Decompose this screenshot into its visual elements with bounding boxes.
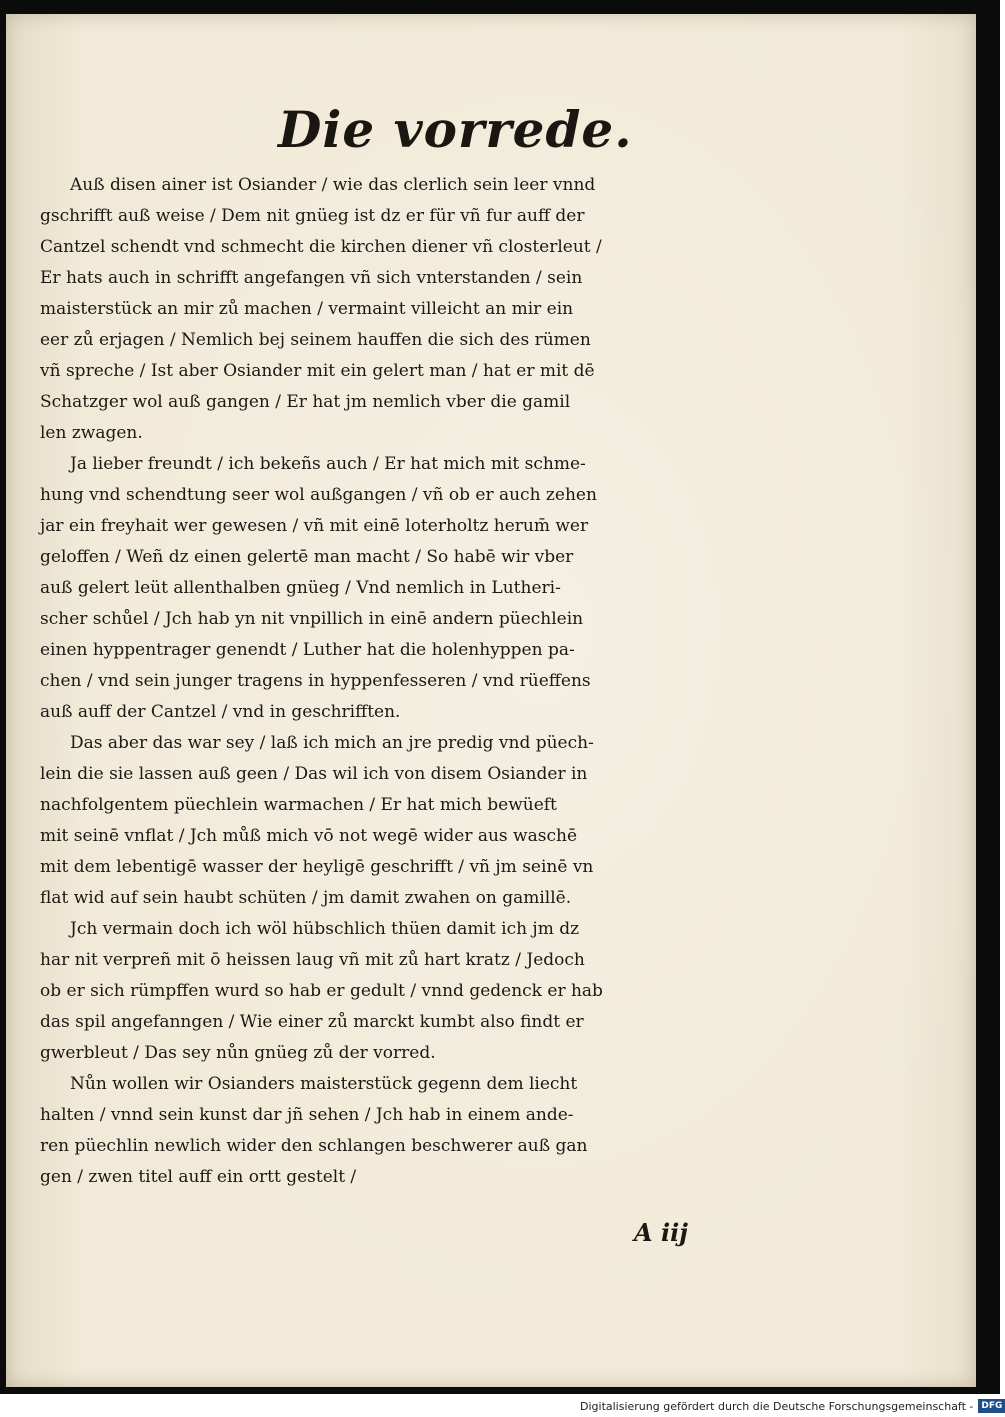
- page-body: [40, 170, 792, 1193]
- paragraph: [40, 728, 792, 914]
- text-line: ob er sich rümpffen wurd so hab er gedult / vnnd gedenck er hab: [40, 981, 603, 1001]
- text-line: auß gelert leüt allenthalben gnüeg / Vnd nemlich in Lutheri-: [40, 578, 561, 598]
- page-title: Die vorrede.: [278, 100, 633, 159]
- text-line: flat wid auf sein haubt schüten / jm damit zwahen on gamillē.: [40, 888, 572, 908]
- text-line: mit dem lebentigē wasser der heyligē geschrifft / vñ jm seinē vn: [40, 857, 594, 877]
- text-line: einen hyppentrager genendt / Luther hat die holenhyppen pa-: [40, 640, 575, 660]
- text-line: mit seinē vnflat / Jch můß mich vō not wegē wider aus waschē: [40, 826, 578, 846]
- text-line: hung vnd schendtung seer wol außgangen / vñ ob er auch zehen: [40, 485, 597, 505]
- text-line: jar ein freyhait wer gewesen / vñ mit einē loterholtz herum̄ wer: [40, 516, 589, 536]
- text-line: maisterstück an mir zů machen / vermaint villeicht an mir ein: [40, 299, 574, 319]
- text-line: lein die sie lassen auß geen / Das wil ich von disem Osiander in: [40, 764, 588, 784]
- text-line: gschrifft auß weise / Dem nit gnüeg ist dz er für vñ fur auff der: [40, 206, 585, 226]
- book-page: [6, 14, 976, 1387]
- text-line: vñ spreche / Ist aber Osiander mit ein gelert man / hat er mit dē: [40, 361, 595, 381]
- text-line: nachfolgentem püechlein warmachen / Er hat mich bewüeft: [40, 795, 557, 815]
- signature-mark: A iij: [634, 1218, 688, 1247]
- text-line: gwerbleut / Das sey nůn gnüeg zů der vorred.: [40, 1043, 436, 1063]
- text-line: Er hats auch in schrifft angefangen vñ sich vnterstanden / sein: [40, 268, 583, 288]
- text-line: Jch vermain doch ich wöl hübschlich thüen damit ich jm dz: [70, 919, 580, 939]
- text-line: Nůn wollen wir Osianders maisterstück gegenn dem liecht: [70, 1074, 578, 1094]
- funding-credit: [580, 1398, 1005, 1414]
- text-line: har nit verpreñ mit ō heissen laug vñ mit zů hart kratz / Jedoch: [40, 950, 585, 970]
- paragraph: [40, 1069, 792, 1193]
- text-line: Auß disen ainer ist Osiander / wie das clerlich sein leer vnnd: [70, 175, 596, 195]
- text-line: len zwagen.: [40, 423, 143, 443]
- text-line: chen / vnd sein junger tragens in hyppenfesseren / vnd rüeffens: [40, 671, 591, 691]
- text-line: scher schůel / Jch hab yn nit vnpillich in einē andern püechlein: [40, 609, 584, 629]
- text-line: auß auff der Cantzel / vnd in geschrifften.: [40, 702, 401, 722]
- text-line: eer zů erjagen / Nemlich bej seinem hauffen die sich des rümen: [40, 330, 591, 350]
- paragraph: [40, 170, 792, 449]
- paragraph: [40, 914, 792, 1069]
- text-line: Das aber das war sey / laß ich mich an jre predig vnd püech-: [70, 733, 594, 753]
- paragraph: [40, 449, 792, 728]
- text-line: gen / zwen titel auff ein ortt gestelt /: [40, 1167, 357, 1187]
- text-line: halten / vnnd sein kunst dar jñ sehen / Jch hab in einem ande-: [40, 1105, 574, 1125]
- dfg-logo: DFG: [978, 1399, 1005, 1413]
- text-line: das spil angefanngen / Wie einer zů marckt kumbt also findt er: [40, 1012, 584, 1032]
- text-line: geloffen / Weñ dz einen gelertē man macht / So habē wir vber: [40, 547, 574, 567]
- funding-credit-text: Digitalisierung gefördert durch die Deutsche Forschungsgemeinschaft -: [580, 1399, 974, 1413]
- text-line: Schatzger wol auß gangen / Er hat jm nemlich vber die gamil: [40, 392, 571, 412]
- text-line: Ja lieber freundt / ich bekeñs auch / Er hat mich mit schme-: [70, 454, 586, 474]
- text-line: ren püechlin newlich wider den schlangen beschwerer auß gan: [40, 1136, 588, 1156]
- text-line: Cantzel schendt vnd schmecht die kirchen diener vñ closterleut /: [40, 237, 602, 257]
